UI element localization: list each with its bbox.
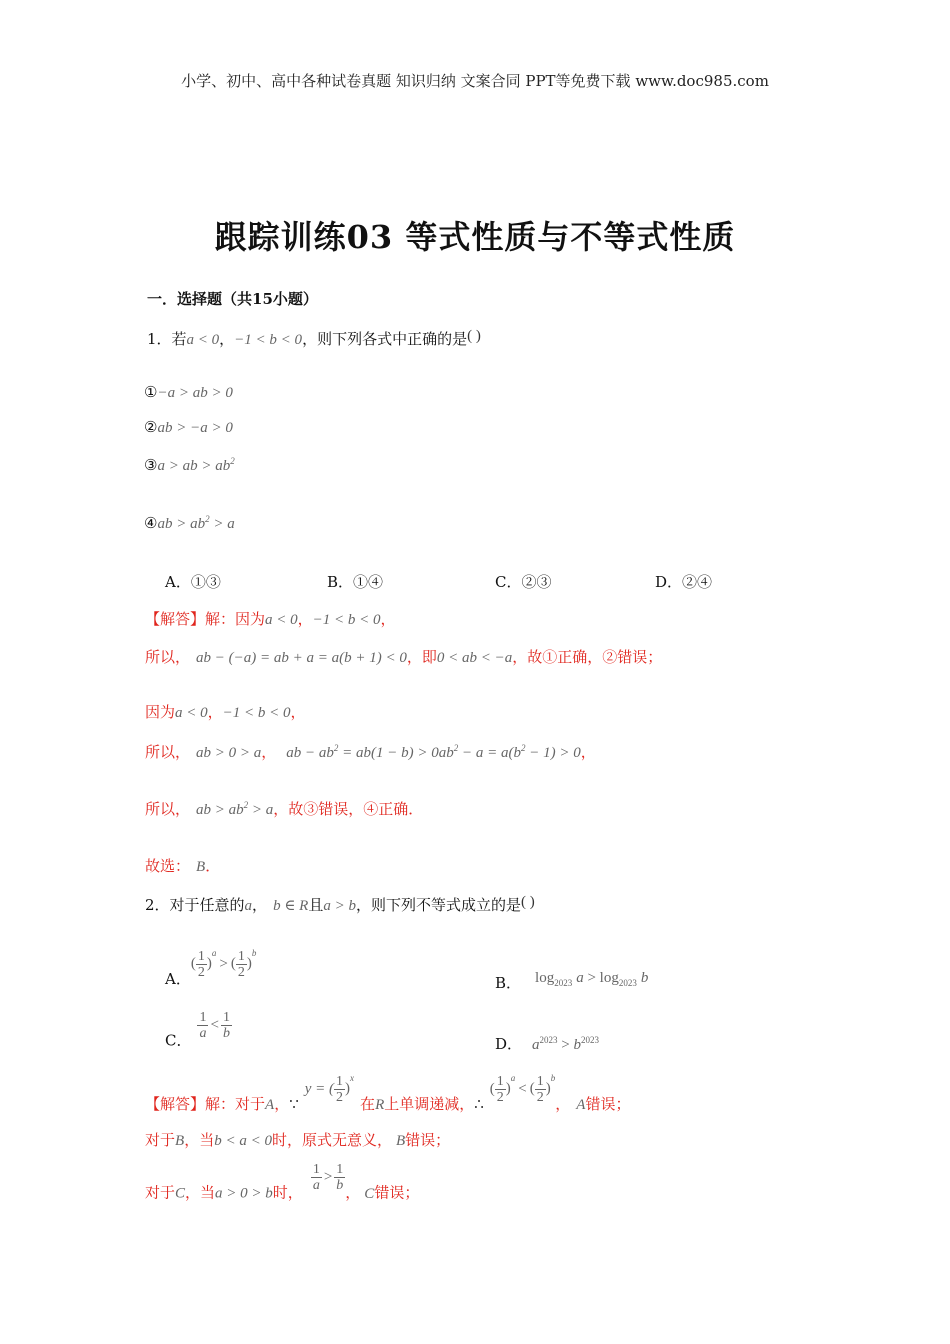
q2-answer-line-2 bbox=[145, 1129, 450, 1150]
answer-text: ，即 bbox=[406, 648, 437, 666]
q1-condition-1: a < 0 bbox=[186, 332, 220, 348]
answer-math: > a bbox=[248, 802, 274, 818]
answer-math: 0 < ab < −a bbox=[436, 650, 513, 666]
operator: < bbox=[518, 1080, 527, 1097]
q1-answer-line-4 bbox=[145, 741, 596, 762]
answer-text: ， bbox=[380, 610, 396, 628]
answer-math: A bbox=[265, 1097, 275, 1113]
item-number: ② bbox=[144, 418, 158, 436]
fraction: $\frac{1}{2}$ bbox=[237, 948, 245, 980]
log-base: 2023 bbox=[554, 978, 573, 988]
q1-answer-line-3 bbox=[145, 701, 306, 722]
exponent: b bbox=[550, 1073, 556, 1083]
answer-label: 【解答】 bbox=[145, 610, 206, 628]
q2-condition-1: b ∈ R bbox=[273, 898, 309, 914]
fraction: $\frac{1}{a}$ bbox=[199, 1010, 207, 1041]
because-symbol: ∵ bbox=[289, 1097, 299, 1113]
fraction: $\frac{1}{b}$ bbox=[336, 1162, 344, 1193]
q1-option-c: C．②③ bbox=[495, 573, 552, 591]
fraction: $\frac{1}{2}$ bbox=[496, 1073, 504, 1105]
log-symbol: log bbox=[535, 970, 555, 986]
question-1-stem bbox=[147, 328, 481, 349]
q2-prefix: 2．对于任意的 bbox=[145, 896, 245, 914]
item-expression-tail: > a bbox=[209, 516, 235, 532]
answer-math: − 1) > 0 bbox=[525, 745, 581, 761]
q2-answer-line-3 bbox=[145, 1162, 419, 1203]
answer-math: = ab(1 − b) > 0ab bbox=[338, 745, 454, 761]
question-2-stem bbox=[145, 894, 535, 915]
answer-text: 所以， bbox=[145, 743, 191, 761]
q1-condition-2: −1 < b < 0 bbox=[234, 332, 303, 348]
answer-text: ， bbox=[290, 703, 306, 721]
item-number: ① bbox=[144, 383, 158, 401]
exponent: a bbox=[211, 948, 217, 958]
answer-math: ab > 0 > a bbox=[196, 745, 262, 761]
q1-option-b: B．①④ bbox=[327, 573, 384, 591]
variable: b bbox=[640, 970, 649, 986]
answer-math: b < a < 0 bbox=[214, 1133, 272, 1149]
q1-answer-line-1 bbox=[145, 608, 396, 629]
answer-text: 所以， bbox=[145, 648, 191, 666]
q2-variable: a bbox=[244, 898, 253, 914]
answer-exponent: 2 bbox=[243, 800, 249, 810]
item-expression: a > ab > ab bbox=[157, 458, 231, 474]
q1-item-4 bbox=[144, 514, 235, 533]
answer-text: ，故③错误，④正确． bbox=[273, 800, 424, 818]
answer-math: −1 < b < 0 bbox=[222, 705, 291, 721]
fraction: $\frac{1}{b}$ bbox=[222, 1010, 230, 1041]
answer-exponent: 2 bbox=[521, 743, 526, 753]
answer-exponent: 2 bbox=[453, 743, 459, 753]
operator: > bbox=[219, 955, 228, 972]
answer-text: ，故①正确，②错误； bbox=[512, 648, 663, 666]
answer-text: ，当 bbox=[184, 1131, 215, 1149]
item-expression: ab > ab bbox=[157, 516, 206, 532]
q2-comma: ， bbox=[252, 896, 268, 914]
operator: > bbox=[583, 970, 600, 986]
answer-text: 对于 bbox=[145, 1131, 176, 1149]
q2-suffix: ，则下列不等式成立的是 bbox=[355, 896, 521, 914]
q2-condition-2: a > b bbox=[323, 898, 356, 914]
item-expression: −a > ab > 0 bbox=[157, 385, 233, 401]
answer-math: C bbox=[175, 1185, 186, 1202]
answer-text: 错误； bbox=[585, 1095, 631, 1113]
exponent: x bbox=[350, 1073, 355, 1083]
q2-option-b bbox=[495, 968, 648, 993]
q1-option-a: A．①③ bbox=[165, 573, 221, 591]
q1-item-2 bbox=[144, 418, 233, 437]
operator: > bbox=[557, 1037, 574, 1053]
answer-label: 【解答】 bbox=[145, 1095, 206, 1113]
exponent: 2023 bbox=[581, 1035, 599, 1045]
answer-text: ， bbox=[261, 743, 277, 761]
answer-exponent: 2 bbox=[333, 743, 339, 753]
q1-prefix: 1．若 bbox=[147, 330, 187, 348]
answer-text: ， bbox=[555, 1095, 571, 1113]
q1-answer-line-2 bbox=[145, 646, 662, 667]
item-exponent: 2 bbox=[230, 456, 235, 466]
page-header: 小学、初中、高中各种试卷真题 知识归纳 文案合同 PPT等免费下载 www.doc985.com bbox=[181, 72, 769, 90]
operator: < bbox=[210, 1017, 219, 1033]
section-heading: 一．选择题（共15小题） bbox=[147, 290, 318, 308]
exponent: b bbox=[251, 948, 257, 958]
answer-math: a < 0 bbox=[175, 705, 208, 721]
item-number: ③ bbox=[144, 456, 158, 474]
answer-text: ． bbox=[205, 857, 221, 875]
option-label: D． bbox=[495, 1035, 523, 1053]
fraction: $\frac{1}{a}$ bbox=[312, 1162, 320, 1193]
item-expression: ab > −a > 0 bbox=[157, 420, 233, 436]
answer-text: 时，原式无意义， bbox=[271, 1131, 392, 1149]
fraction: $\frac{1}{2}$ bbox=[336, 1073, 344, 1105]
q1-option-d: D．②④ bbox=[655, 573, 713, 591]
answer-math: ab − ab bbox=[286, 745, 334, 761]
answer-text: 在 bbox=[360, 1095, 376, 1113]
answer-text: 解：对于 bbox=[205, 1095, 266, 1113]
fraction: $\frac{1}{2}$ bbox=[197, 948, 205, 980]
answer-text: 对于 bbox=[145, 1183, 176, 1202]
exponent: 2023 bbox=[539, 1035, 558, 1045]
q2-answer-line-1: 【解答】解：对于A，∵y = ( $\frac{1}{2}$ )$^x$在R上单调递减，∴( $\frac{1}{2}$ )$^a$< ( $\frac{1}{2}$ )$^b$， A错误； bbox=[145, 1073, 631, 1113]
answer-text: ， bbox=[297, 610, 313, 628]
q1-suffix: ，则下列各式中正确的是 bbox=[302, 330, 468, 348]
q2-conjunction: 且 bbox=[308, 896, 324, 914]
answer-math: a > 0 > b bbox=[215, 1185, 273, 1202]
answer-text: 解：因为 bbox=[205, 610, 266, 628]
variable: a bbox=[576, 970, 584, 986]
fraction: $\frac{1}{2}$ bbox=[536, 1073, 544, 1105]
answer-math: ab > ab bbox=[196, 802, 244, 818]
answer-math: B bbox=[395, 1133, 406, 1149]
q1-answer-blank: ( ) bbox=[467, 328, 481, 344]
q1-item-3 bbox=[144, 456, 235, 475]
answer-text: 时， bbox=[272, 1183, 303, 1202]
q1-item-1 bbox=[144, 383, 233, 402]
answer-text: ， bbox=[580, 743, 596, 761]
option-label: C． bbox=[165, 1031, 192, 1050]
answer-math: −1 < b < 0 bbox=[312, 612, 381, 628]
variable: a bbox=[532, 1037, 540, 1053]
q2-answer-blank: ( ) bbox=[521, 894, 535, 910]
answer-text: 所以， bbox=[145, 800, 191, 818]
answer-text: 错误； bbox=[405, 1131, 451, 1149]
item-number: ④ bbox=[144, 514, 158, 532]
answer-math: ab − (−a) = ab + a = a(b + 1) < 0 bbox=[196, 650, 407, 666]
q1-answer-line-6 bbox=[145, 855, 220, 876]
q1-comma: ， bbox=[219, 330, 235, 348]
q2-option-c bbox=[165, 1010, 232, 1051]
answer-math: − a = a(b bbox=[458, 745, 522, 761]
answer-text: ， bbox=[207, 703, 223, 721]
answer-choice: B bbox=[196, 859, 206, 875]
q1-answer-line-5 bbox=[145, 798, 423, 819]
operator: > bbox=[323, 1169, 333, 1185]
log-base: 2023 bbox=[618, 978, 637, 988]
answer-math: A bbox=[576, 1097, 586, 1113]
answer-text: ， bbox=[274, 1095, 290, 1113]
answer-text: 故选： bbox=[145, 857, 191, 875]
answer-text: ，当 bbox=[185, 1183, 216, 1202]
q2-option-a: A．( $\frac{1}{2}$ )$^a$> ( $\frac{1}{2}$ )$^b$ bbox=[165, 948, 257, 988]
answer-text: ， bbox=[345, 1183, 361, 1202]
variable: b bbox=[573, 1037, 581, 1053]
option-label: A． bbox=[165, 970, 191, 988]
exponent: a bbox=[510, 1073, 516, 1083]
answer-math: C bbox=[364, 1185, 375, 1202]
option-label: B． bbox=[495, 974, 522, 992]
q2-option-d bbox=[495, 1033, 599, 1054]
item-exponent: 2 bbox=[205, 514, 210, 524]
answer-math: y = ( bbox=[304, 1080, 335, 1097]
answer-math: B bbox=[175, 1133, 185, 1149]
answer-text: 错误； bbox=[374, 1183, 420, 1202]
answer-math: a < 0 bbox=[265, 612, 298, 628]
log-symbol: log bbox=[599, 970, 619, 986]
answer-text: 上单调递减， bbox=[384, 1095, 475, 1113]
therefore-symbol: ∴ bbox=[474, 1097, 484, 1113]
answer-text: 因为 bbox=[145, 703, 176, 721]
page-title: 跟踪训练03 等式性质与不等式性质 bbox=[214, 218, 736, 256]
answer-math: R bbox=[375, 1097, 385, 1113]
